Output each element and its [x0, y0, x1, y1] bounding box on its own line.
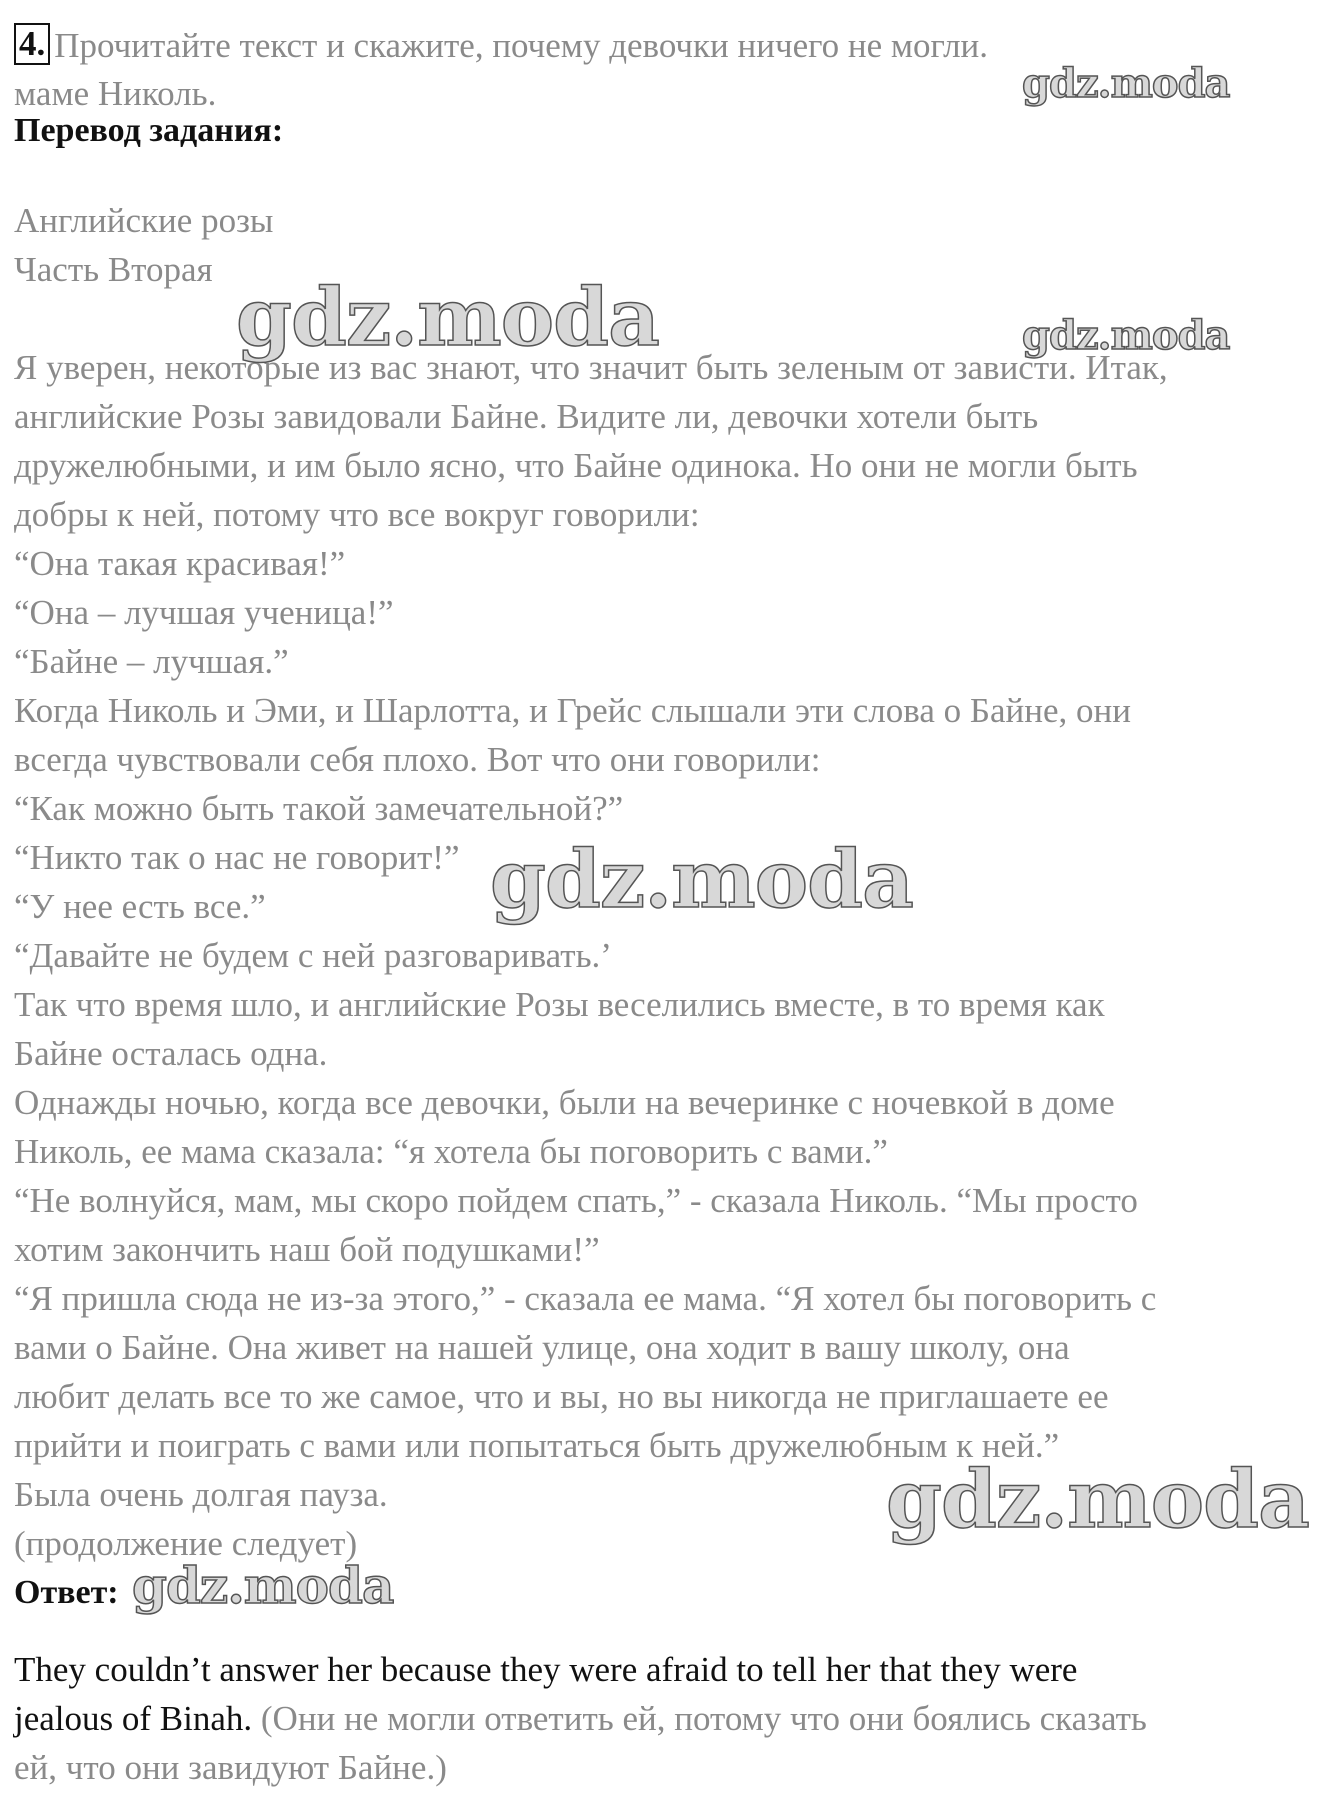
story-line: “Байне – лучшая.” — [14, 642, 289, 681]
story-text — [14, 196, 1314, 1568]
story-line: Я уверен, некоторые из вас знают, что значит быть зеленым от зависти. Итак, — [14, 348, 1168, 387]
answer-english-end: jealous of Binah. — [14, 1699, 253, 1738]
story-line: “Она такая красивая!” — [14, 544, 346, 583]
story-line: Однажды ночью, когда все девочки, были на вечеринке с ночевкой в доме — [14, 1083, 1115, 1122]
story-line: Байне осталась одна. — [14, 1034, 328, 1073]
story-line: “Я пришла сюда не из-за этого,” - сказала ее мама. “Я хотел бы поговорить с — [14, 1279, 1157, 1318]
story-line: Была очень долгая пауза. — [14, 1475, 388, 1514]
answer-line-1: They couldn’t answer her because they were afraid to tell her that they were — [14, 1650, 1078, 1689]
watermark-logo: gdz.moda — [886, 1452, 1309, 1546]
story-line: Когда Николь и Эми, и Шарлотта, и Грейс слышали эти слова о Байне, они — [14, 691, 1131, 730]
story-line: “Давайте не будем с ней разговаривать.’ — [14, 936, 612, 975]
story-line: “Никто так о нас не говорит!” — [14, 838, 460, 877]
answer-text — [14, 1645, 1314, 1792]
story-line: любит делать все то же самое, что и вы, но вы никогда не приглашаете ее — [14, 1377, 1109, 1416]
story-line: вами о Байне. Она живет на нашей улице, она ходит в вашу школу, она — [14, 1328, 1070, 1367]
watermark-logo: gdz.moda — [1022, 60, 1230, 107]
task-header — [14, 22, 1294, 118]
answer-heading: Ответ: — [14, 1574, 119, 1611]
story-line: Часть Вторая — [14, 250, 213, 289]
story-line: добры к ней, потому что все вокруг говорили: — [14, 495, 700, 534]
story-line: Английские розы — [14, 201, 274, 240]
story-line: Так что время шло, и английские Розы веселились вместе, в то время как — [14, 985, 1105, 1024]
answer-russian-start: (Они не могли ответить ей, потому что они боялись сказать — [252, 1699, 1147, 1738]
story-line: прийти и поиграть с вами или попытаться быть дружелюбным к ней.” — [14, 1426, 1060, 1465]
watermark-logo: gdz.moda — [132, 1556, 394, 1615]
story-line: Николь, ее мама сказала: “я хотела бы поговорить с вами.” — [14, 1132, 888, 1171]
task-number: 4. — [14, 23, 50, 65]
story-line: (продолжение следует) — [14, 1524, 358, 1563]
answer-line-2 — [14, 1694, 1314, 1743]
task-instruction-continued: маме Николь. — [14, 74, 217, 113]
story-line: “У нее есть все.” — [14, 887, 266, 926]
watermark-logo: gdz.moda — [236, 270, 659, 364]
watermark-logo: gdz.moda — [490, 832, 913, 926]
story-spacer — [14, 294, 1314, 343]
story-line: “Она – лучшая ученица!” — [14, 593, 394, 632]
task-header-line-1 — [14, 22, 1294, 70]
story-line: “Не волнуйся, мам, мы скоро пойдем спать,” - сказала Николь. “Мы просто — [14, 1181, 1138, 1220]
translation-heading: Перевод задания: — [14, 112, 284, 149]
story-line: хотим закончить наш бой подушками!” — [14, 1230, 600, 1269]
answer-line-3: ей, что они завидуют Байне.) — [14, 1748, 447, 1787]
task-instruction: Прочитайте текст и скажите, почему девочки ничего не могли. — [54, 26, 989, 65]
story-line: всегда чувствовали себя плохо. Вот что они говорили: — [14, 740, 821, 779]
story-line: английские Розы завидовали Байне. Видите ли, девочки хотели быть — [14, 397, 1039, 436]
watermark-logo: gdz.moda — [1022, 312, 1230, 359]
story-line: дружелюбными, и им было ясно, что Байне одинока. Но они не могли быть — [14, 446, 1138, 485]
story-line: “Как можно быть такой замечательной?” — [14, 789, 624, 828]
